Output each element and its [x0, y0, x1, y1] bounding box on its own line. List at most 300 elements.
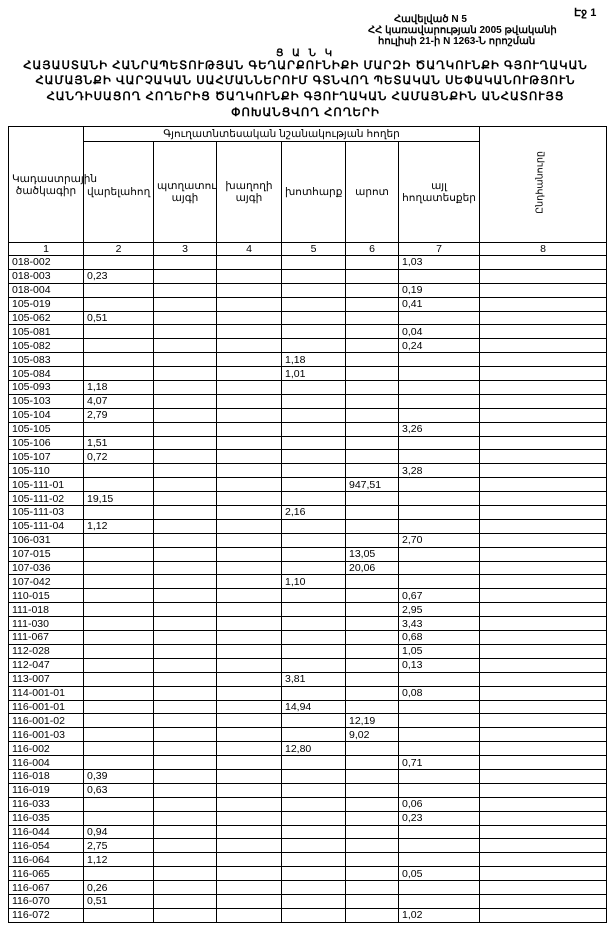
table-row [9, 339, 607, 353]
area-cell [217, 700, 282, 714]
area-cell [217, 561, 282, 575]
table-row [9, 547, 607, 561]
area-cell [154, 589, 217, 603]
cadastral-code-cell: 112-047 [9, 658, 84, 672]
area-cell [84, 811, 154, 825]
col-number: 1 [9, 243, 84, 256]
area-cell: 2,16 [282, 506, 346, 520]
area-cell [154, 478, 217, 492]
area-cell [346, 464, 399, 478]
area-cell: 0,68 [399, 631, 480, 645]
area-cell [282, 714, 346, 728]
table-row [9, 658, 607, 672]
table-row [9, 589, 607, 603]
area-cell [84, 867, 154, 881]
cadastral-code-cell: 110-015 [9, 589, 84, 603]
area-cell [282, 769, 346, 783]
area-cell [217, 867, 282, 881]
area-cell [154, 825, 217, 839]
area-cell [154, 853, 217, 867]
area-cell [480, 575, 607, 589]
cadastral-code-cell: 114-001-01 [9, 686, 84, 700]
cadastral-code-cell: 116-070 [9, 894, 84, 908]
col-number: 3 [154, 243, 217, 256]
table-row [9, 436, 607, 450]
area-cell [154, 811, 217, 825]
area-cell [399, 894, 480, 908]
area-cell [480, 644, 607, 658]
area-cell: 0,39 [84, 769, 154, 783]
area-cell [217, 297, 282, 311]
area-cell [399, 881, 480, 895]
area-cell [480, 894, 607, 908]
area-cell [217, 367, 282, 381]
area-cell [480, 464, 607, 478]
area-cell [84, 686, 154, 700]
area-cell [480, 478, 607, 492]
cadastral-code-cell: 111-018 [9, 603, 84, 617]
area-cell [282, 908, 346, 922]
area-cell [84, 533, 154, 547]
area-cell [346, 311, 399, 325]
area-cell [154, 492, 217, 506]
area-cell [480, 269, 607, 283]
cadastral-code-cell: 105-084 [9, 367, 84, 381]
area-cell [346, 783, 399, 797]
area-cell [399, 783, 480, 797]
area-cell [282, 631, 346, 645]
area-cell [346, 644, 399, 658]
area-cell [282, 297, 346, 311]
cadastral-code-cell: 105-082 [9, 339, 84, 353]
table-row [9, 464, 607, 478]
area-cell: 1,03 [399, 256, 480, 270]
area-cell [217, 853, 282, 867]
table-row [9, 519, 607, 533]
col-number: 8 [480, 243, 607, 256]
table-row [9, 881, 607, 895]
area-cell [84, 714, 154, 728]
area-cell [480, 381, 607, 395]
area-cell [346, 519, 399, 533]
area-cell: 20,06 [346, 561, 399, 575]
area-cell [399, 506, 480, 520]
area-cell [282, 686, 346, 700]
area-cell [346, 436, 399, 450]
area-cell [480, 353, 607, 367]
area-cell [282, 853, 346, 867]
area-cell: 0,23 [84, 269, 154, 283]
area-cell: 2,95 [399, 603, 480, 617]
appendix-line-2: ՀՀ կառավարության 2005 թվականի [368, 25, 557, 36]
area-cell [154, 561, 217, 575]
cadastral-code-cell: 116-035 [9, 811, 84, 825]
area-cell [154, 297, 217, 311]
area-cell [282, 519, 346, 533]
area-cell [217, 644, 282, 658]
area-cell [217, 519, 282, 533]
area-cell [217, 672, 282, 686]
cadastral-code-cell: 116-072 [9, 908, 84, 922]
area-cell [399, 672, 480, 686]
table-row [9, 894, 607, 908]
area-cell [346, 283, 399, 297]
area-cell [154, 728, 217, 742]
area-cell [346, 894, 399, 908]
area-cell [217, 756, 282, 770]
area-cell [346, 686, 399, 700]
area-cell [480, 839, 607, 853]
area-cell: 0,71 [399, 756, 480, 770]
area-cell [154, 839, 217, 853]
area-cell: 1,12 [84, 853, 154, 867]
area-cell [217, 894, 282, 908]
area-cell [154, 450, 217, 464]
area-cell [282, 464, 346, 478]
table-row [9, 603, 607, 617]
page-number: Էջ 1 [574, 7, 597, 19]
table-row [9, 561, 607, 575]
area-cell [84, 478, 154, 492]
cadastral-code-cell: 116-054 [9, 839, 84, 853]
area-cell [84, 756, 154, 770]
cadastral-code-cell: 111-030 [9, 617, 84, 631]
area-cell [217, 617, 282, 631]
area-cell [346, 797, 399, 811]
area-cell [154, 617, 217, 631]
table-row [9, 811, 607, 825]
area-cell [282, 269, 346, 283]
cadastral-code-cell: 105-103 [9, 394, 84, 408]
area-cell [154, 339, 217, 353]
area-cell [346, 589, 399, 603]
area-cell [399, 769, 480, 783]
area-cell [282, 408, 346, 422]
area-cell [480, 519, 607, 533]
area-cell [346, 658, 399, 672]
area-cell [282, 811, 346, 825]
area-cell [480, 311, 607, 325]
area-cell [217, 339, 282, 353]
header-vineyard: խաղողի այգի [217, 142, 282, 243]
cadastral-code-cell: 105-111-04 [9, 519, 84, 533]
area-cell [480, 672, 607, 686]
table-row [9, 269, 607, 283]
area-cell: 3,26 [399, 422, 480, 436]
cadastral-code-cell: 106-031 [9, 533, 84, 547]
cadastral-code-cell: 116-033 [9, 797, 84, 811]
area-cell: 1,02 [399, 908, 480, 922]
area-cell [282, 478, 346, 492]
area-cell [84, 561, 154, 575]
area-cell [84, 353, 154, 367]
area-cell [154, 269, 217, 283]
area-cell [346, 839, 399, 853]
area-cell [154, 367, 217, 381]
title-line-1: ՀԱՅԱՍՏԱՆԻ ՀԱՆՐԱՊԵՏՈՒԹՅԱՆ ԳԵՂԱՐՔՈՒՆԻՔԻ ՄԱՐԶԻ ԾԱՂԿՈՒՆՔԻ ԳՅՈՒՂԱԿԱՆ [23, 60, 588, 72]
cadastral-code-cell: 105-106 [9, 436, 84, 450]
area-cell [399, 714, 480, 728]
area-cell [399, 394, 480, 408]
area-cell [399, 408, 480, 422]
area-cell [154, 881, 217, 895]
area-cell [84, 728, 154, 742]
area-cell [480, 797, 607, 811]
area-cell: 3,43 [399, 617, 480, 631]
area-cell [217, 381, 282, 395]
col-number: 4 [217, 243, 282, 256]
area-cell [282, 339, 346, 353]
area-cell [217, 506, 282, 520]
area-cell [84, 283, 154, 297]
area-cell [399, 492, 480, 506]
area-cell [154, 769, 217, 783]
area-cell [84, 422, 154, 436]
cadastral-code-cell: 116-018 [9, 769, 84, 783]
area-cell [84, 658, 154, 672]
area-cell [282, 311, 346, 325]
area-cell [217, 714, 282, 728]
table-row [9, 631, 607, 645]
area-cell [154, 436, 217, 450]
area-cell: 1,01 [282, 367, 346, 381]
cadastral-code-cell: 116-064 [9, 853, 84, 867]
table-row [9, 325, 607, 339]
area-cell [84, 742, 154, 756]
area-cell: 12,80 [282, 742, 346, 756]
area-cell: 1,18 [84, 381, 154, 395]
area-cell: 0,04 [399, 325, 480, 339]
table-row [9, 353, 607, 367]
area-cell [399, 478, 480, 492]
cadastral-code-cell: 116-001-03 [9, 728, 84, 742]
col-number: 7 [399, 243, 480, 256]
area-cell [346, 867, 399, 881]
area-cell [282, 644, 346, 658]
area-cell [480, 603, 607, 617]
cadastral-code-cell: 107-015 [9, 547, 84, 561]
area-cell [217, 422, 282, 436]
area-cell [282, 603, 346, 617]
area-cell: 0,19 [399, 283, 480, 297]
area-cell [217, 256, 282, 270]
area-cell [282, 256, 346, 270]
area-cell [217, 394, 282, 408]
area-cell: 3,81 [282, 672, 346, 686]
cadastral-code-cell: 105-111-02 [9, 492, 84, 506]
table-row [9, 422, 607, 436]
area-cell [217, 283, 282, 297]
land-table [8, 126, 607, 923]
table-row [9, 756, 607, 770]
area-cell [480, 756, 607, 770]
area-cell [399, 575, 480, 589]
appendix-line-3: հուլիսի 21-ի N 1263-Ն որոշման [378, 36, 536, 47]
area-cell [217, 478, 282, 492]
area-cell [480, 325, 607, 339]
cadastral-code-cell: 105-062 [9, 311, 84, 325]
area-cell [84, 672, 154, 686]
table-row [9, 367, 607, 381]
area-cell [399, 311, 480, 325]
list-label: Ց Ա Ն Կ [275, 48, 336, 59]
table-row [9, 283, 607, 297]
area-cell [346, 256, 399, 270]
area-cell: 0,67 [399, 589, 480, 603]
area-cell [154, 742, 217, 756]
area-cell [346, 269, 399, 283]
area-cell [154, 311, 217, 325]
area-cell: 0,08 [399, 686, 480, 700]
cadastral-code-cell: 105-105 [9, 422, 84, 436]
area-cell [480, 297, 607, 311]
table-row [9, 575, 607, 589]
table-row [9, 700, 607, 714]
area-cell [84, 547, 154, 561]
area-cell [217, 797, 282, 811]
area-cell [480, 658, 607, 672]
table-row [9, 478, 607, 492]
table-row [9, 672, 607, 686]
area-cell [154, 533, 217, 547]
area-cell [282, 839, 346, 853]
table-row [9, 381, 607, 395]
area-cell [84, 297, 154, 311]
area-cell [217, 825, 282, 839]
area-cell [480, 394, 607, 408]
area-cell [346, 325, 399, 339]
table-row [9, 908, 607, 922]
area-cell [480, 339, 607, 353]
area-cell [84, 367, 154, 381]
area-cell [282, 881, 346, 895]
appendix-line-1: Հավելված N 5 [394, 14, 467, 25]
area-cell [346, 700, 399, 714]
area-cell [346, 450, 399, 464]
area-cell [217, 631, 282, 645]
area-cell: 947,51 [346, 478, 399, 492]
table-row [9, 644, 607, 658]
header-arable: վարելահող [84, 142, 154, 243]
area-cell: 13,05 [346, 547, 399, 561]
cadastral-code-cell: 105-019 [9, 297, 84, 311]
area-cell [480, 422, 607, 436]
area-cell [282, 492, 346, 506]
area-cell [282, 450, 346, 464]
area-cell [480, 686, 607, 700]
area-cell [282, 325, 346, 339]
area-cell [480, 506, 607, 520]
area-cell: 4,07 [84, 394, 154, 408]
area-cell: 0,72 [84, 450, 154, 464]
table-row [9, 742, 607, 756]
cadastral-code-cell: 105-111-01 [9, 478, 84, 492]
area-cell [282, 283, 346, 297]
area-cell [84, 464, 154, 478]
area-cell [399, 853, 480, 867]
cadastral-code-cell: 105-110 [9, 464, 84, 478]
col-number: 2 [84, 243, 154, 256]
cadastral-code-cell: 116-067 [9, 881, 84, 895]
area-cell [282, 783, 346, 797]
header-other-lands: այլ հողատեսքեր [399, 142, 480, 243]
area-cell [217, 589, 282, 603]
area-cell [217, 769, 282, 783]
table-row [9, 256, 607, 270]
area-cell [217, 686, 282, 700]
area-cell [282, 894, 346, 908]
area-cell [154, 783, 217, 797]
area-cell [480, 825, 607, 839]
cadastral-code-cell: 116-044 [9, 825, 84, 839]
area-cell [480, 769, 607, 783]
area-cell [282, 561, 346, 575]
table-row [9, 506, 607, 520]
area-cell [399, 381, 480, 395]
area-cell [282, 381, 346, 395]
area-cell [154, 325, 217, 339]
area-cell [154, 506, 217, 520]
area-cell: 0,24 [399, 339, 480, 353]
area-cell [217, 839, 282, 853]
area-cell [84, 700, 154, 714]
cadastral-code-cell: 105-093 [9, 381, 84, 395]
area-cell [480, 533, 607, 547]
area-cell [84, 631, 154, 645]
area-cell [217, 783, 282, 797]
table-row [9, 728, 607, 742]
cadastral-code-cell: 105-104 [9, 408, 84, 422]
area-cell [399, 269, 480, 283]
area-cell [480, 561, 607, 575]
area-cell [480, 742, 607, 756]
area-cell: 0,13 [399, 658, 480, 672]
area-cell [399, 700, 480, 714]
area-cell [217, 547, 282, 561]
area-cell: 3,28 [399, 464, 480, 478]
area-cell [346, 492, 399, 506]
area-cell [399, 519, 480, 533]
area-cell [84, 644, 154, 658]
area-cell [217, 811, 282, 825]
cadastral-code-cell: 112-028 [9, 644, 84, 658]
header-pasture: արոտ [346, 142, 399, 243]
area-cell [154, 547, 217, 561]
area-cell [480, 783, 607, 797]
area-cell: 1,12 [84, 519, 154, 533]
area-cell [84, 339, 154, 353]
table-row [9, 797, 607, 811]
cadastral-code-cell: 116-001-02 [9, 714, 84, 728]
area-cell [480, 367, 607, 381]
area-cell [154, 283, 217, 297]
area-cell [399, 367, 480, 381]
area-cell [154, 631, 217, 645]
table-row [9, 533, 607, 547]
table-row [9, 492, 607, 506]
cadastral-code-cell: 107-036 [9, 561, 84, 575]
area-cell: 9,02 [346, 728, 399, 742]
area-cell [282, 533, 346, 547]
area-cell: 1,51 [84, 436, 154, 450]
area-cell [217, 450, 282, 464]
area-cell [282, 658, 346, 672]
area-cell [399, 547, 480, 561]
area-cell [217, 492, 282, 506]
area-cell [154, 575, 217, 589]
area-cell: 0,05 [399, 867, 480, 881]
area-cell [346, 617, 399, 631]
